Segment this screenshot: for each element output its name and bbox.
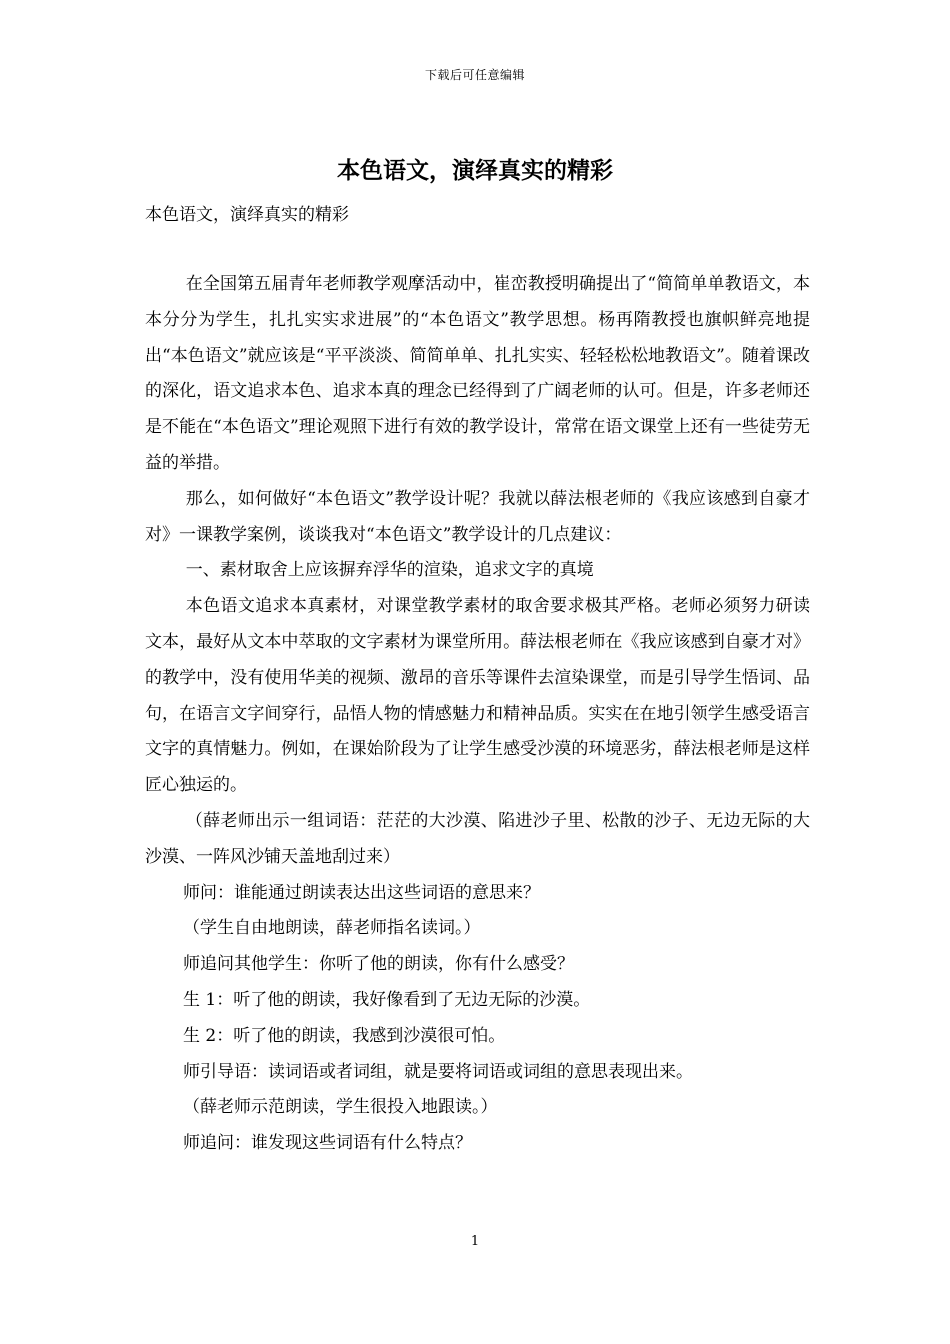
paragraph: 那么，如何做好“本色语文”教学设计呢？我就以薛法根老师的《我应该感到自豪才对》一课教学案例，谈谈我对“本色语文”教学设计的几点建议： — [145, 488, 810, 545]
paragraph: 本色语文追求本真素材，对课堂教学素材的取舍要求极其严格。老师必须努力研读文本，最好从文本中萃取的文字素材为课堂所用。薛法根老师在《我应该感到自豪才对》的教学中，没有使用华美的视频、激昂的音乐等课件去渲染课堂，而是引导学生悟词、品句，在语言文字间穿行，品悟人物的情感魅力和精神品质。实实在在地引领学生感受语言文字的真情魅力。例如，在课始阶段为了让学生感受沙漠的环境恶劣，薛法根老师是这样匠心独运的。 — [145, 596, 810, 796]
dialog-line: （薛老师示范朗读，学生很投入地跟读。） — [183, 1097, 498, 1118]
paragraph: 在全国第五届青年老师教学观摩活动中，崔峦教授明确提出了“简简单单教语文，本本分分为学生，扎扎实实求进展”的“本色语文”教学思想。杨再隋教授也旗帜鲜亮地提出“本色语文”就应该是“平平淡淡、简简单单、扎扎实实、轻轻松松地教语文”。随着课改的深化，语文追求本色、追求本真的理念已经得到了广阔老师的认可。但是，许多老师还是不能在“本色语文”理论观照下进行有效的教学设计，常常在语文课堂上还有一些徒劳无益的举措。 — [145, 274, 810, 473]
dialog-line: 生 2：听了他的朗读，我感到沙漠很可怕。 — [183, 1025, 506, 1046]
dialog-line: （学生自由地朗读，薛老师指名读词。） — [183, 918, 481, 939]
paragraph: （薛老师出示一组词语：茫茫的大沙漠、陷进沙子里、松散的沙子、无边无际的大沙漠、一阵风沙铺天盖地刮过来） — [145, 810, 810, 867]
page-number: 1 — [470, 1234, 480, 1249]
dialog-line: 生 1：听了他的朗读，我好像看到了无边无际的沙漠。 — [183, 989, 591, 1010]
dialog-line: 师问：谁能通过朗读表达出这些词语的意思来？ — [183, 882, 540, 903]
document-subtitle: 本色语文，演绎真实的精彩 — [145, 205, 349, 225]
dialog-line: 师追问：谁发现这些词语有什么特点？ — [183, 1133, 472, 1154]
dialog-line: 师追问其他学生：你听了他的朗读，你有什么感受？ — [183, 954, 574, 975]
document-body — [145, 267, 810, 1162]
section-heading: 一、素材取舍上应该摒弃浮华的渲染，追求文字的真境 — [185, 560, 594, 581]
document-title: 本色语文，演绎真实的精彩 — [337, 157, 613, 184]
dialog-line: 师引导语：读词语或者词组，就是要将词语或词组的意思表现出来。 — [183, 1061, 693, 1082]
page-header: 下载后可任意编辑 — [424, 68, 525, 82]
